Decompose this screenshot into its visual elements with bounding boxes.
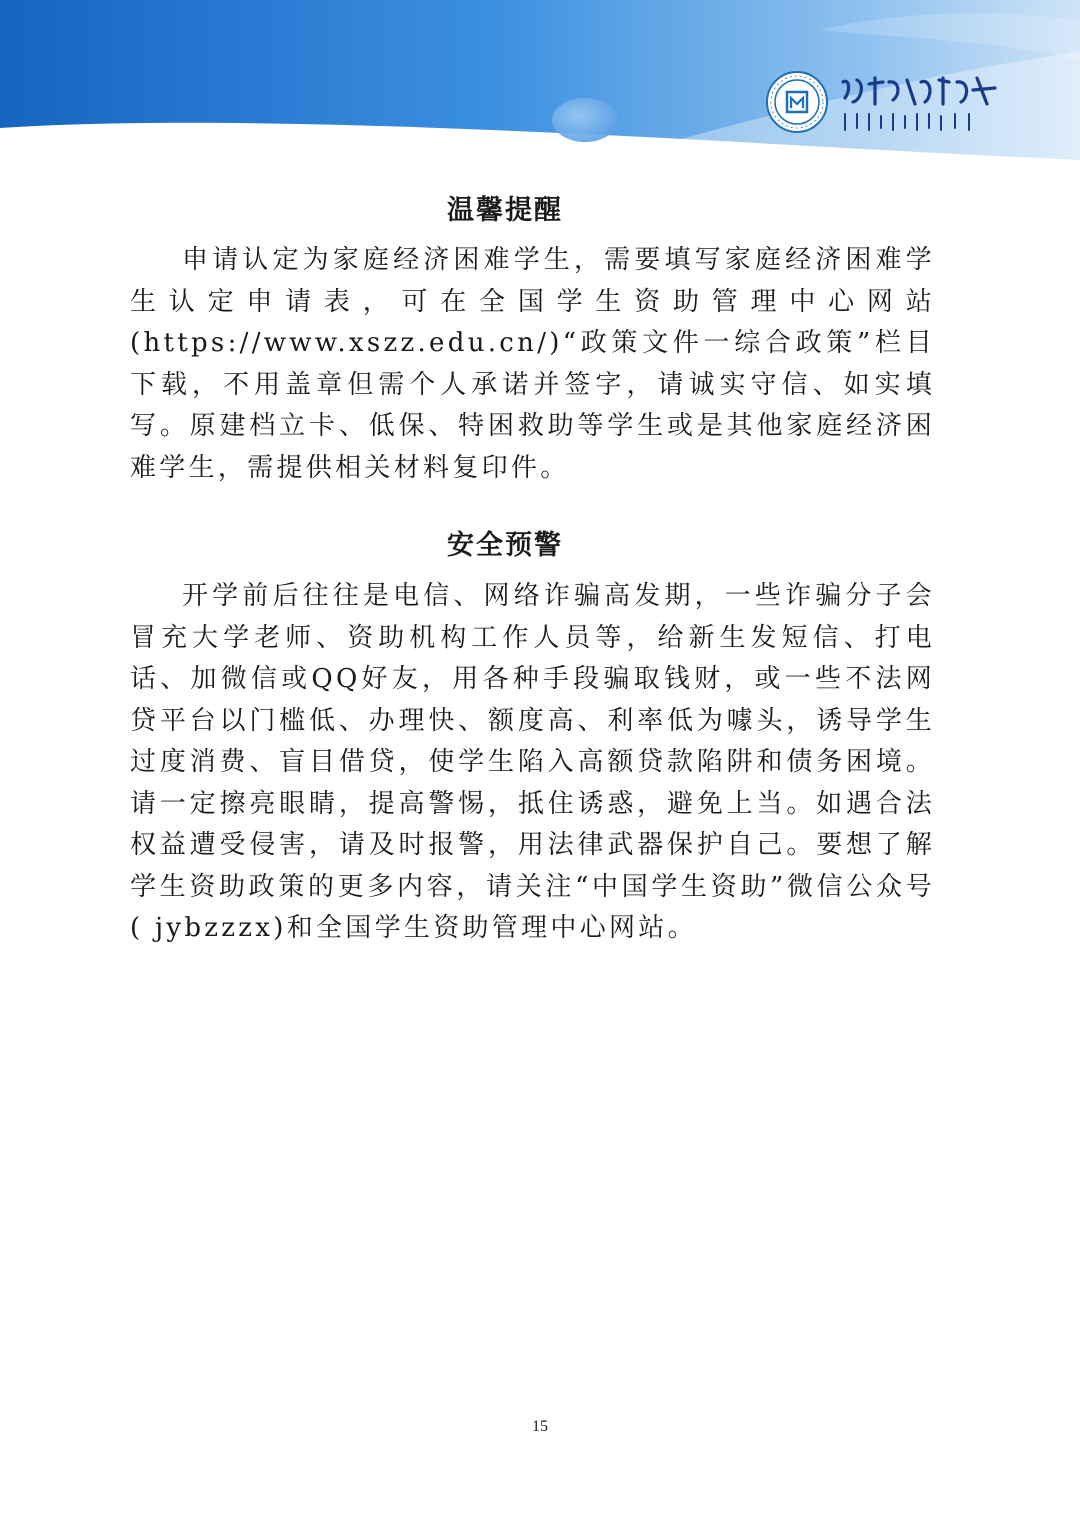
section-heading-safety-warning: 安全预警 <box>447 530 563 561</box>
university-logo-graphic <box>765 70 1015 140</box>
page-number: 15 <box>532 1418 548 1435</box>
header-banner <box>0 0 1080 170</box>
section-heading-reminder: 温馨提醒 <box>447 195 563 226</box>
university-logo <box>765 70 1015 140</box>
reminder-paragraph: 申请认定为家庭经济困难学生，需要填写家庭经济困难学生认定申请表，可在全国学生资助管理中心网站(https://www.xszz.edu.cn/)“政策文件一综合政策”栏目下载，不用盖章但需个人承诺并签字，请诚实守信、如实填写。原建档立卡、低保、特困救助等学生或是其他家庭经济困难学生，需提供相关材料复印件。 <box>130 245 935 483</box>
safety-warning-paragraph: 开学前后往往是电信、网络诈骗高发期，一些诈骗分子会冒充大学老师、资助机构工作人员等，给新生发短信、打电话、加微信或QQ好友，用各种手段骗取钱财，或一些不法网贷平台以门槛低、办理快、额度高、利率低为噱头，诱导学生过度消费、盲目借贷，使学生陷入高额贷款陷阱和债务困境。请一定擦亮眼睛，提高警惕，抵住诱惑，避免上当。如遇合法权益遭受侵害，请及时报警，用法律武器保护自己。要想了解学生资助政策的更多内容，请关注“中国学生资助”微信公众号( jybzzzx)和全国学生资助管理中心网站。 <box>130 581 936 943</box>
